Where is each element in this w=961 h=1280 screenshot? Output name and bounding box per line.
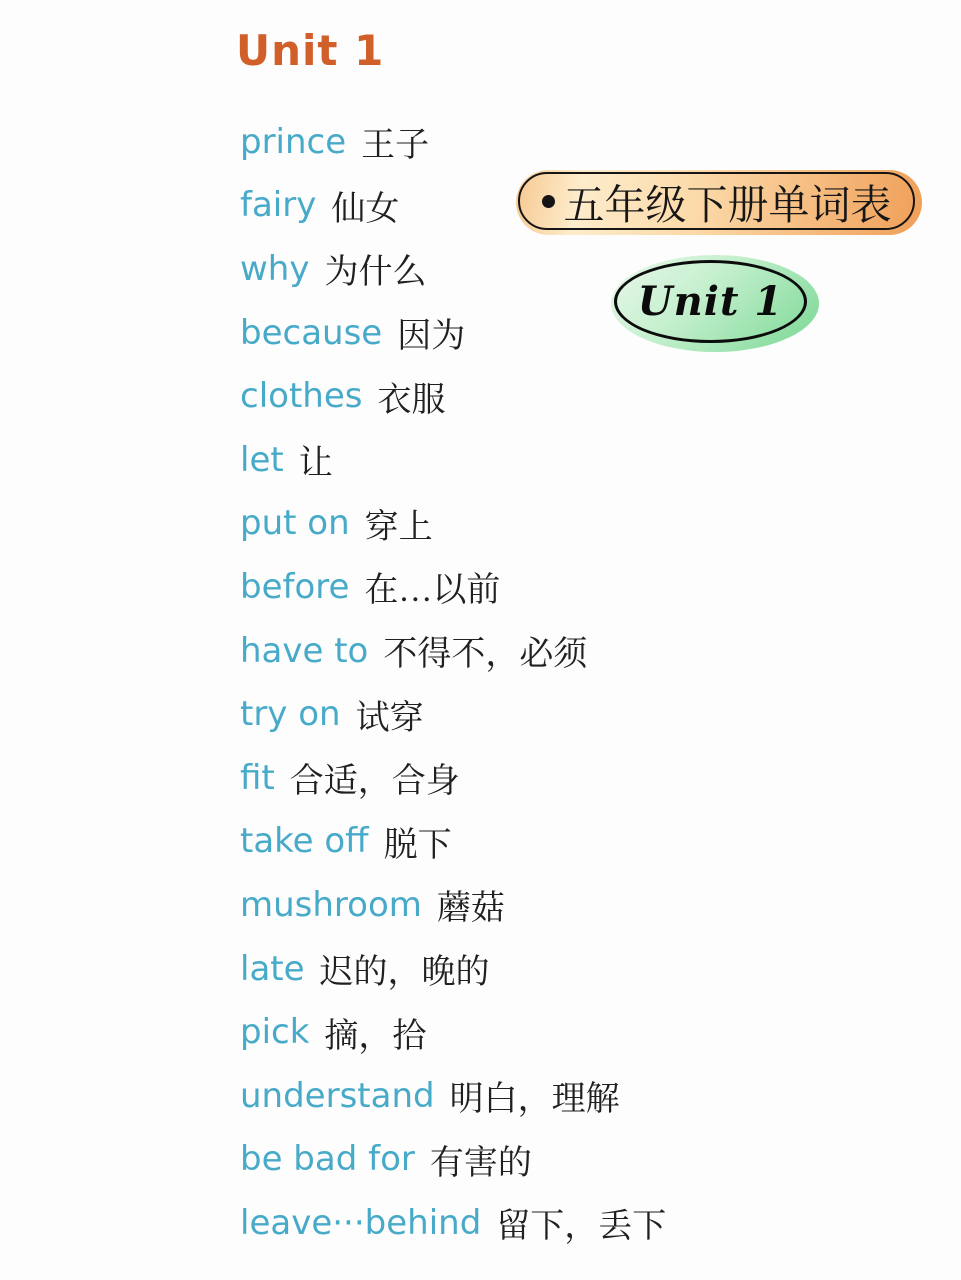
english-word: put on	[240, 503, 350, 544]
chinese-meaning: 摘，拾	[324, 1017, 427, 1055]
english-word: prince	[240, 121, 347, 162]
english-word: late	[240, 948, 305, 989]
chinese-meaning: 为什么	[324, 254, 427, 292]
chinese-meaning: 有害的	[429, 1144, 532, 1182]
page-title: Unit 1	[236, 26, 385, 75]
word-row	[240, 682, 666, 746]
word-row	[240, 1191, 666, 1255]
word-row	[240, 873, 666, 937]
english-word: try on	[240, 694, 341, 735]
chinese-meaning: 试穿	[355, 699, 424, 737]
english-word: because	[240, 312, 383, 353]
chinese-meaning: 让	[298, 445, 333, 483]
chinese-meaning: 在…以前	[364, 572, 501, 610]
unit-badge	[611, 255, 819, 352]
english-word: fit	[240, 757, 275, 798]
grade-badge-outline	[518, 172, 915, 230]
english-word: leave···behind	[240, 1202, 482, 1243]
word-row	[240, 555, 666, 619]
english-word: mushroom	[240, 884, 422, 925]
english-word: let	[240, 439, 284, 480]
word-row	[240, 937, 666, 1001]
chinese-meaning: 王子	[361, 127, 430, 165]
chinese-meaning: 合适，合身	[289, 763, 460, 801]
word-row	[240, 364, 666, 428]
chinese-meaning: 穿上	[364, 508, 433, 546]
english-word: pick	[240, 1012, 310, 1053]
word-row	[240, 1000, 666, 1064]
grade-badge	[516, 170, 922, 235]
english-word: why	[240, 248, 310, 289]
word-row	[240, 1128, 666, 1192]
chinese-meaning: 不得不，必须	[383, 636, 588, 674]
word-row	[240, 492, 666, 556]
word-list	[240, 110, 666, 1255]
english-word: take off	[240, 821, 369, 862]
chinese-meaning: 因为	[397, 318, 466, 356]
english-word: understand	[240, 1075, 435, 1116]
english-word: have to	[240, 630, 369, 671]
chinese-meaning: 脱下	[383, 826, 452, 864]
word-row	[240, 619, 666, 683]
english-word: fairy	[240, 185, 317, 226]
word-row	[240, 237, 666, 301]
chinese-meaning: 留下，丢下	[496, 1208, 667, 1246]
chinese-meaning: 明白，理解	[449, 1081, 620, 1119]
chinese-meaning: 迟的，晚的	[319, 954, 490, 992]
chinese-meaning: 仙女	[331, 190, 400, 228]
word-row	[240, 110, 666, 174]
grade-badge-label: 五年级下册单词表	[563, 180, 892, 229]
english-word: before	[240, 566, 350, 607]
unit-badge-outline	[614, 260, 807, 343]
word-row	[240, 810, 666, 874]
unit-badge-label: Unit 1	[637, 278, 784, 325]
bullet-dot-icon	[542, 195, 555, 208]
word-row	[240, 1064, 666, 1128]
english-word: be bad for	[240, 1139, 415, 1180]
word-row	[240, 301, 666, 365]
chinese-meaning: 衣服	[377, 381, 446, 419]
english-word: clothes	[240, 376, 363, 417]
word-row	[240, 746, 666, 810]
chinese-meaning: 蘑菇	[436, 890, 505, 928]
word-row	[240, 428, 666, 492]
